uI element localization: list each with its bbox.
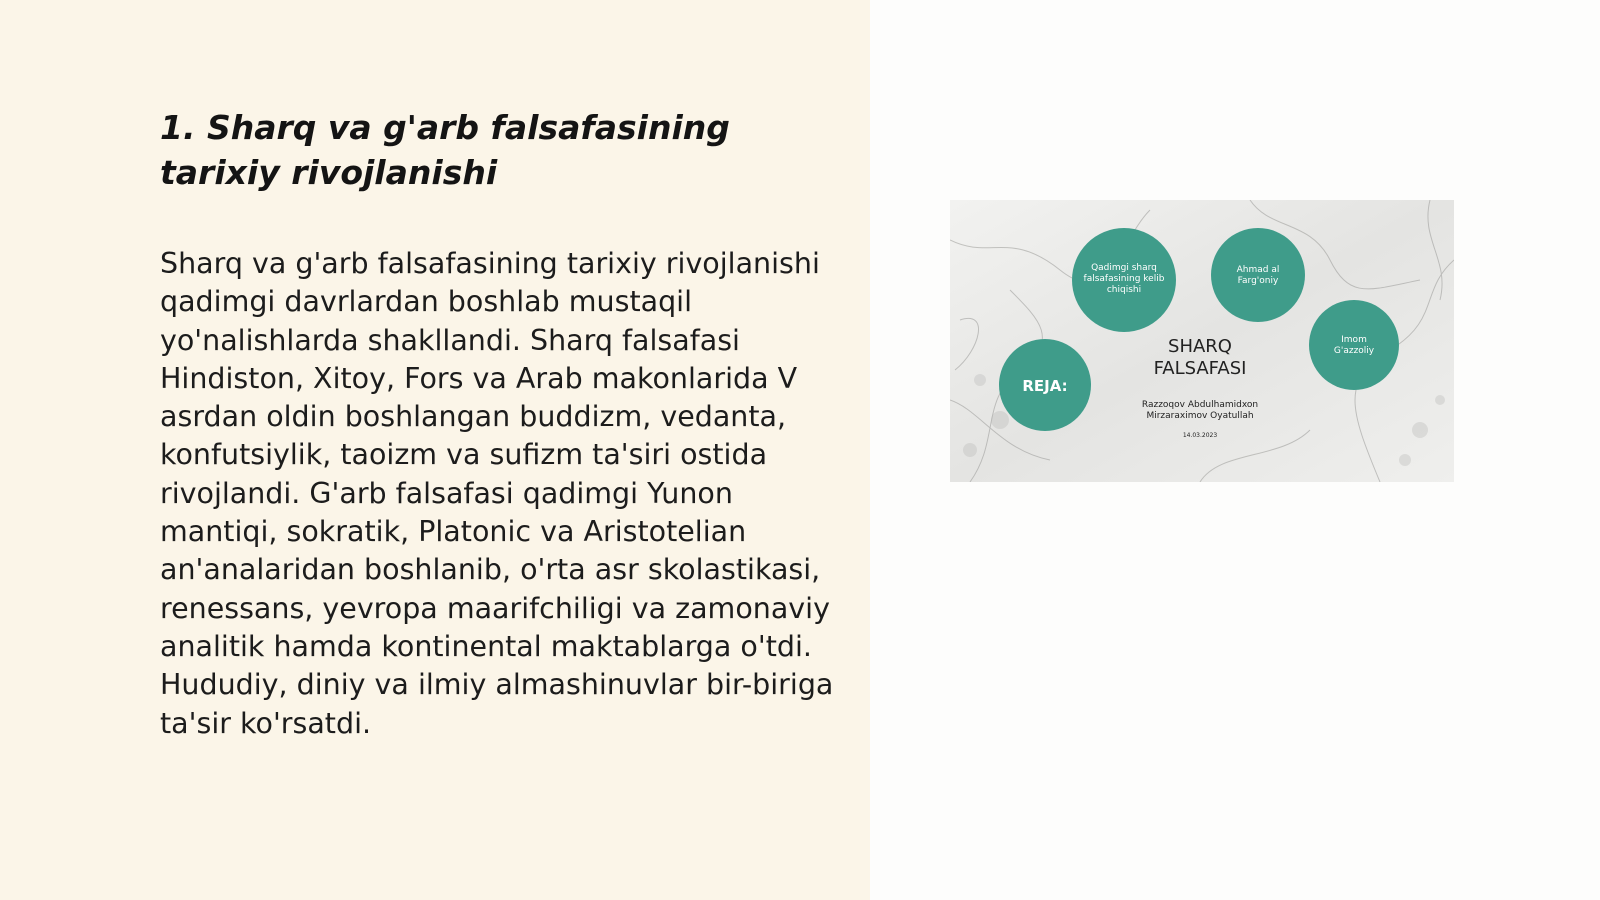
- circle-label: Ahmad al: [1236, 265, 1280, 275]
- circle-reja: [999, 339, 1091, 431]
- circle-label: G'azzoliy: [1333, 346, 1375, 356]
- teal-circle: [1211, 228, 1305, 322]
- circle-imom: [1309, 300, 1399, 390]
- thumbnail-author-1: Razzoqov Abdulhamidxon: [1141, 400, 1259, 410]
- circle-qadimgi: [1072, 228, 1176, 332]
- slide-title: 1. Sharq va g'arb falsafasining tarixiy rivojlanishi: [160, 108, 730, 192]
- circle-ahmad: [1211, 228, 1305, 322]
- circle-label: REJA:: [1022, 377, 1068, 395]
- circle-label: Imom: [1341, 335, 1367, 345]
- circle-label: Qadimgi sharq: [1091, 263, 1157, 273]
- circle-label: falsafasining kelib: [1083, 274, 1165, 284]
- circle-label: chiqishi: [1106, 285, 1142, 295]
- circle-label: Farg'oniy: [1237, 276, 1279, 286]
- presentation-thumbnail-image: [950, 200, 1454, 482]
- thumbnail-svg: [950, 200, 1454, 482]
- thumbnail-title-line1: SHARQ: [1168, 336, 1232, 357]
- thumbnail-date: 14.03.2023: [1182, 432, 1218, 439]
- teal-circle: [1309, 300, 1399, 390]
- thumbnail-title-line2: FALSAFASI: [1153, 358, 1247, 379]
- slide-body-text: Sharq va g'arb falsafasining tarixiy rivojlanishi qadimgi davrlardan boshlab mustaqil yo'nalishlarda shakllandi. Sharq falsafasi Hindiston, Xitoy, Fors va Arab makonlarida V asrdan oldin boshlangan buddizm, vedanta, konfutsiylik, taoizm va sufizm ta'siri ostida rivojlandi. G'arb falsafasi qadimgi Yunon mantiqi, sokratik, Platonic va Aristotelian an'analaridan boshlanib, o'rta asr skolastikasi, renessans, yevropa maarifchiligi va zamonaviy analitik hamda kontinental maktablarga o'tdi. Hududiy, diniy va ilmiy almashinuvlar bir-biriga ta'sir ko'rsatdi.: [160, 247, 834, 740]
- thumbnail-author-2: Mirzaraximov Oyatullah: [1146, 411, 1254, 421]
